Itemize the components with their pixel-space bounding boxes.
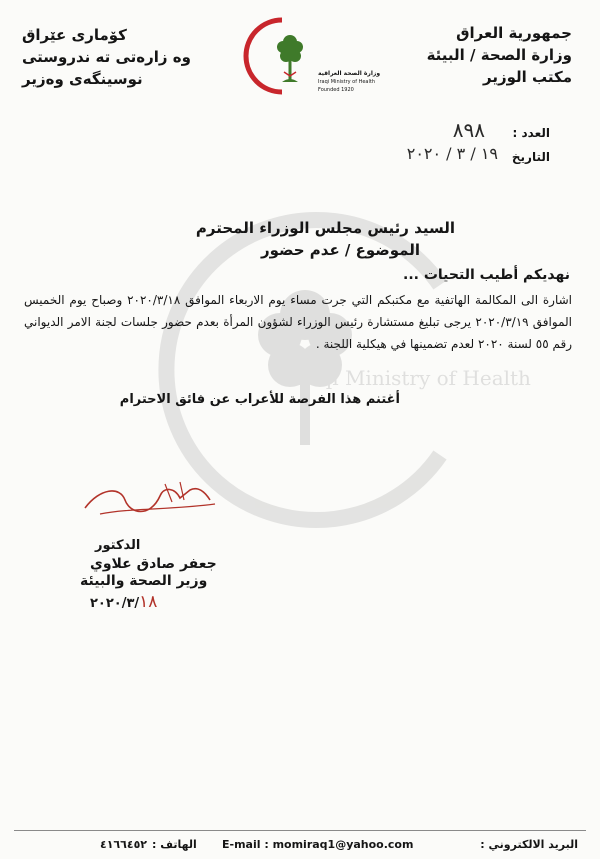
svg-text:Iraqi Ministry of Health: Iraqi Ministry of Health (290, 366, 531, 390)
logo-arabic-text: وزارة الصحة العراقية (318, 70, 381, 77)
footer-email: E-mail : momiraq1@yahoo.com (222, 838, 414, 851)
date-value-handwritten: ١٩ / ٣ / ٢٠٢٠ (406, 144, 498, 163)
header-office: مكتب الوزير (482, 68, 572, 86)
footer-phone: ٤١٦٦٤٥٢ (100, 838, 147, 851)
number-label: العدد : (512, 126, 550, 140)
date-label: التاريخ (511, 150, 550, 164)
footer-phone-label: الهاتف : (152, 838, 197, 851)
signatory-name: جعفر صادق علاوي (90, 556, 217, 572)
addressee: السيد رئيس مجلس الوزراء المحترم (195, 219, 455, 237)
header-kurdish-country: كۆماری عێراق (22, 26, 127, 44)
letter-paragraph: اشارة الى المكالمة الهاتفية مع مكتبكم التي جرت مساء يوم الاربعاء الموافق ٢٠٢٠/٣/١٨ وصباح يوم الخميس الموافق ٢٠٢٠/٣/١٩ يرجى تبليغ مستشارة رئيس الوزراء لشؤون المرأة بعدم حضور جلسات لجنة الامر الديواني رقم ٥٥ لسنة ٢٠٢٠ لعدم تضمينها في هيكلية اللجنة . (24, 293, 573, 351)
handwritten-signature (80, 478, 220, 523)
header-kurdish-office: نوسینگەی وەزیر (22, 70, 143, 88)
greeting: نهديكم أطيب التحيات ... (403, 267, 570, 283)
signature-date-handwritten: ١٨ (139, 592, 158, 612)
header-ministry: وزارة الصحة / البيئة (426, 46, 572, 64)
closing-line: أغتنم هذا الفرصة للأعراب عن فائق الاحترام (119, 392, 400, 407)
header-arabic (427, 22, 572, 88)
header-kurdish-ministry: وە زارەتی تە ندروستی (22, 48, 191, 66)
footer-email-label: البريد الالكتروني : (480, 838, 578, 851)
signature-date-printed: ٢٠٢٠/٣/ (90, 596, 140, 611)
signature-date (90, 592, 157, 612)
subject-line: الموضوع / عدم حضور (260, 241, 420, 259)
header-kurdish (22, 24, 191, 90)
logo-english-text: Iraqi Ministry of Health (318, 79, 376, 85)
signatory-title: الدكتور (95, 538, 141, 553)
header-country: جمهورية العراق (456, 24, 572, 42)
number-value-handwritten: ٨٩٨ (452, 118, 485, 142)
footer-divider (14, 830, 586, 831)
logo-founded-text: Founded 1920 (318, 87, 354, 93)
signatory-position: وزير الصحة والبيئة (80, 573, 208, 589)
